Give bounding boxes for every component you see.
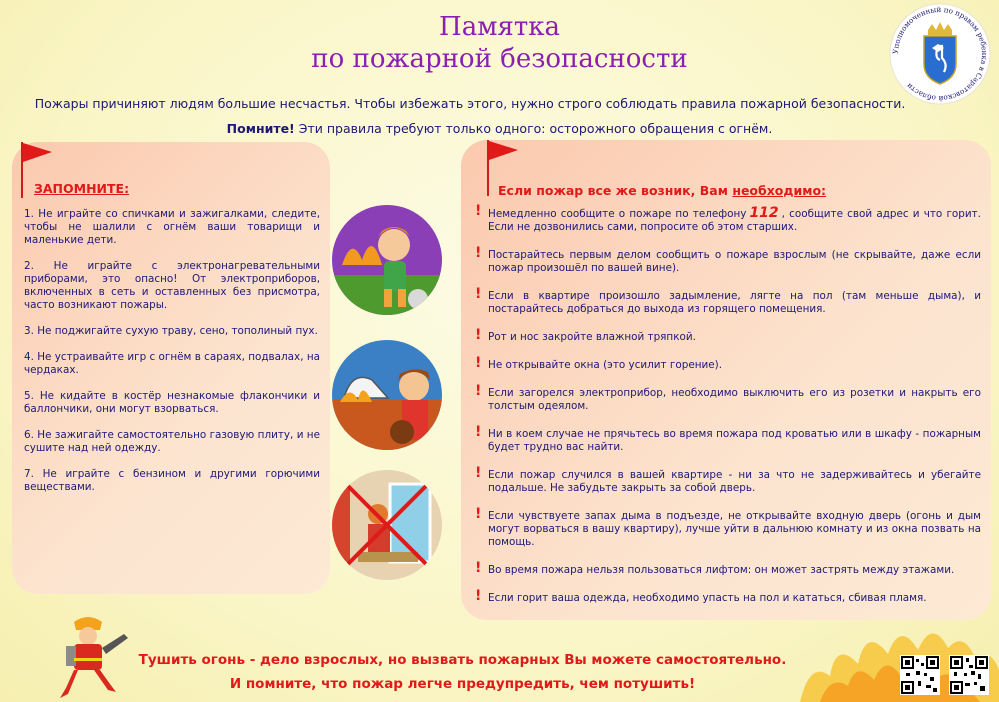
step-text: , сообщите свой адрес и что горит. Если не дозвонились сами, попросите об этом старших. xyxy=(488,208,981,233)
list-item xyxy=(475,424,981,454)
list-item: 4. Не устраивайте игр с огнём в сараях, подвалах, на чердаках. xyxy=(24,351,320,376)
list-item xyxy=(475,327,981,344)
exclamation-icon: ! xyxy=(475,424,482,440)
emergency-heading-text: Если пожар все же возник, Вам xyxy=(498,183,733,198)
list-item xyxy=(475,245,981,275)
step-text: Ни в коем случае не прячьтесь во время пожара под кроватью или в шкафу - пожарным будет трудно вас найти. xyxy=(488,428,981,453)
svg-text:Уполномоченный по правам ребен: Уполномоченный по правам ребенка в Саратовской области xyxy=(890,4,990,104)
list-item xyxy=(475,355,981,372)
exclamation-icon: ! xyxy=(475,465,482,481)
exclamation-icon: ! xyxy=(475,327,482,343)
step-text: Немедленно сообщите о пожаре по телефону xyxy=(488,208,747,220)
footer-line2: И помните, что пожар легче предупредить, чем потушить! xyxy=(229,676,696,692)
footer-line1: Тушить огонь - дело взрослых, но вызвать пожарных Вы можете самостоятельно. xyxy=(138,652,787,668)
step-text: Если чувствуете запах дыма в подъезде, не открывайте входную дверь (огонь и дым могут ворваться в вашу квартиру), лучше уйти в дальнюю комнату и из окна позвать на помощь. xyxy=(488,510,981,548)
emergency-phone-number: 112 xyxy=(749,205,779,221)
intro-text: Пожары причиняют людям большие несчастья. Чтобы избежать этого, нужно строго соблюдать правила пожарной безопасности. xyxy=(34,96,906,111)
list-item xyxy=(475,506,981,549)
emergency-heading xyxy=(498,183,826,198)
exclamation-icon: ! xyxy=(475,355,482,371)
list-item: 1. Не играйте со спичками и зажигалками, следите, чтобы не шалили с огнём ваши товарищи и маленькие дети. xyxy=(24,208,320,246)
qr-code-icon[interactable] xyxy=(900,655,940,695)
list-item xyxy=(475,560,981,577)
step-text: Не открывайте окна (это усилит горение). xyxy=(488,359,723,371)
list-item: 7. Не играйте с бензином и другими горючими веществами. xyxy=(24,468,320,493)
remember-heading: ЗАПОМНИТЕ: xyxy=(34,181,130,196)
open-window-crossed-illustration xyxy=(332,470,442,580)
step-text: Рот и нос закройте влажной тряпкой. xyxy=(488,331,696,343)
remember-strong: Помните! xyxy=(226,121,295,136)
exclamation-icon: ! xyxy=(475,245,482,261)
page-title-line1: Памятка xyxy=(439,12,560,42)
step-text: Если горит ваша одежда, необходимо упасть на пол и кататься, сбивая пламя. xyxy=(488,592,927,604)
list-item xyxy=(475,286,981,316)
qr-code-icon[interactable] xyxy=(949,655,989,695)
list-item xyxy=(475,465,981,495)
exclamation-icon: ! xyxy=(475,203,482,219)
exclamation-icon: ! xyxy=(475,383,482,399)
electric-iron-fire-illustration xyxy=(332,340,442,450)
page-title-line2: по пожарной безопасности xyxy=(311,44,688,74)
step-text: Если загорелся электроприбор, необходимо выключить его из розетки и накрыть его толстым одеялом. xyxy=(488,387,981,412)
list-item: 6. Не зажигайте самостоятельно газовую плиту, и не сушите над ней одежду. xyxy=(24,429,320,454)
remember-rest: Эти правила требуют только одного: осторожного обращения с огнём. xyxy=(294,121,773,136)
remember-line xyxy=(0,121,999,136)
exclamation-icon: ! xyxy=(475,588,482,604)
exclamation-icon: ! xyxy=(475,560,482,576)
step-text: Если пожар случился в вашей квартире - ни за что не задерживайтесь и убегайте подальше. Не забудьте закрыть за собой дверь. xyxy=(488,469,981,494)
step-text: Если в квартире произошло задымление, лягте на пол (там меньше дыма), и постарайтесь добраться до выхода из горящего помещения. xyxy=(488,290,981,315)
list-item: 5. Не кидайте в костёр незнакомые флакончики и баллончики, они могут взорваться. xyxy=(24,390,320,415)
list-item xyxy=(475,383,981,413)
exclamation-icon: ! xyxy=(475,506,482,522)
exclamation-icon: ! xyxy=(475,286,482,302)
regional-emblem-icon xyxy=(888,2,992,106)
list-item: 3. Не поджигайте сухую траву, сено, тополиный пух. xyxy=(24,325,318,337)
list-item: 2. Не играйте с электронагревательными приборами, это опасно! От электроприборов, включенных в сеть и оставленных без присмотра, часто возникают пожары. xyxy=(24,260,320,311)
child-with-matches-illustration xyxy=(332,205,442,315)
emergency-steps-list xyxy=(475,203,981,620)
list-item xyxy=(475,203,981,234)
step-text: Постарайтесь первым делом сообщить о пожаре взрослым (не скрывайте, даже если пожар произошёл по вашей вине). xyxy=(488,249,981,274)
emergency-heading-underlined: необходимо: xyxy=(732,183,827,198)
step-text: Во время пожара нельзя пользоваться лифтом: он может застрять между этажами. xyxy=(488,564,955,576)
rules-list xyxy=(24,208,320,507)
